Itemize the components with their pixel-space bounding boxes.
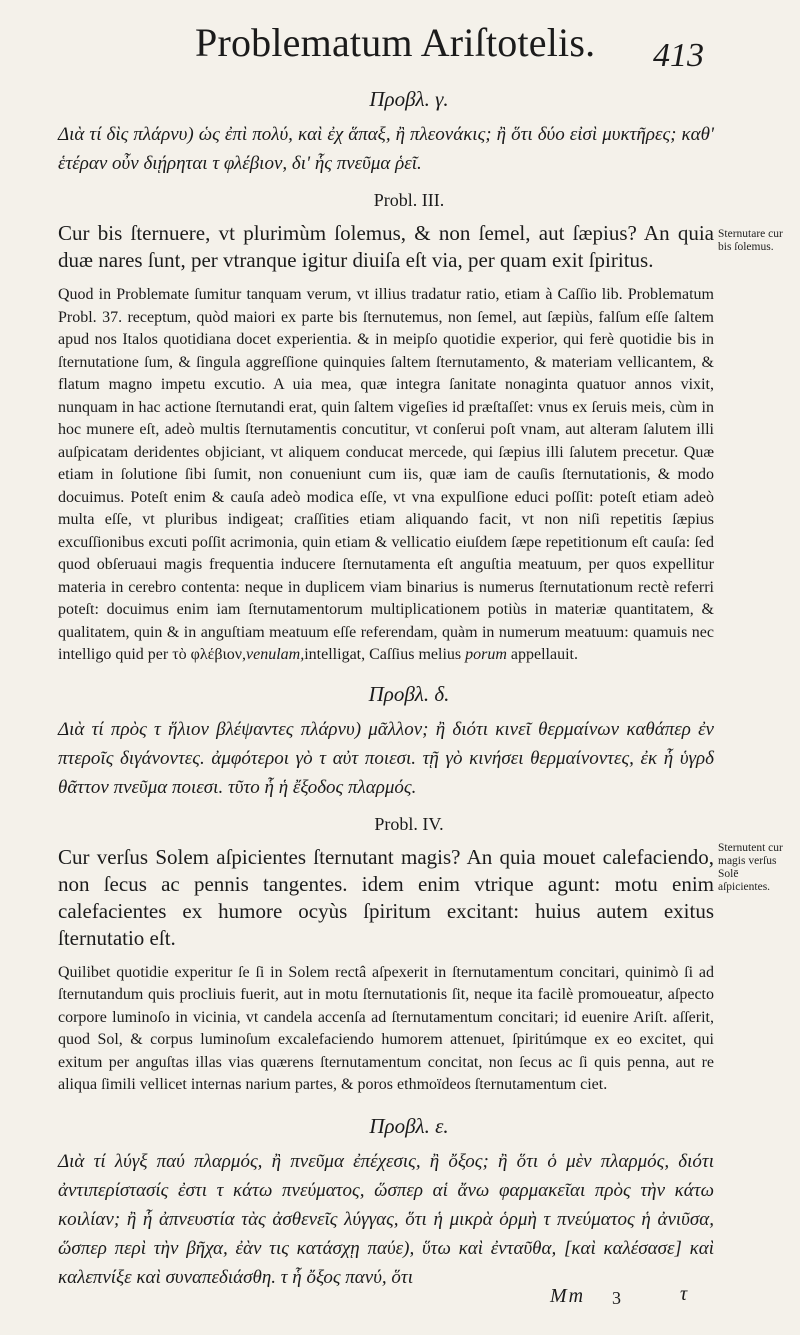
commentary-3-body: Quod in Problemate ſumitur tanquam verum, vt illius tradatur ratio, etiam à Caſſio lib. Problematum Probl. 37. receptum, quòd maiori ex parte bis ſternutemus, non ſemel, aut ſæpiùs, falſum eſſe ſaltem apud nos Italos quotidiana docet experientia. & in meipſo quotidie experior, qui ferè quotidie bis in ſternutatione ſum, & ſingula aggreſſione quinquies ſaltem ſternutamento, & materiam vellicantem, & flatum magno impetu excutio. A uia mea, quæ integra ſanitate nonaginta quatuor annos vixit, nunquam in hac actione ſternutandi erat, quin ſaltem vigeſies id præſtaſſet: vnus ex ſeruis meis, cùm in hoc munere eſt, adeò multis ſternutamentis concutitur, vt conſerui poſt vnam, aut alteram ſalutem illi auſpicatam deridentes objiciant, vt aliquem conducat mercede, qui ſæpius illi ſalutem precetur. Quæ etiam in ſolutione ſibi ſumit, non conueniunt cum iis, quæ iam de cauſis ſternutationis, & modo docuimus. Poteſt enim & cauſa adeò modica eſſe, vt vna expulſione educi poſſit: poteſt etiam adeò multa eſſe, vt pluribus indigeat; craſſities etiam aliquando facit, vt non niſi repetitis ſæpius excuſſionibus excuti poſſit acrimonia, quin etiam & vellicatio eiuſdem ſæpe repetitionum eſt cauſa: ſed quod obſeruaui magis frequentia inducere ſternutamenta eſt anguſtia meatuum, per quos expellitur materia in cerebro contenta: neque in duplicem viam binarius is numerus ſternutationum rectè referri poteſt: docuimus enim iam ſternutamentorum multiplicationem potiùs in materiæ quantitatem, & qualitatem, quin & in anguſtiam meatuum eſſe referendam, quàm in numerum meatuum: quamuis nec intelligo quid per: [58, 286, 714, 663]
margin-note-sternutent: Sternutent cur magis verſus Solē aſpicientes.: [718, 842, 783, 893]
commentary-3-italic-venulam: venulam,: [246, 646, 305, 663]
greek-problem-text-3: Διὰ τί δὶς πλάρνυ) ὡς ἐπὶ πολύ, καὶ ἐχ ἅπαξ, ἢ πλεονάκις; ἢ ὅτι δύο εἰσὶ μυκτῆρες; καθ' ἑτέραν οὖν διῄρηται τ φλέβιον, δι' ἧς πνεῦμα ῥεῖ.: [58, 124, 714, 174]
page-number: 413: [653, 37, 704, 74]
commentary-3-greek: τὸ φλέβιον,: [172, 646, 247, 663]
latin-problem-text-4: Cur verſus Solem aſpicientes ſternutant magis? An quia mouet calefaciendo, non ſecus ac pennis tangentes. idem enim vtrique agunt: motu enim calefacientes ex humore ocyùs ſpiritum excitant: huius autem exitus ſternutatio eſt.: [58, 844, 714, 950]
latin-problem-text-3: Cur bis ſternuere, vt plurimùm ſolemus, & non ſemel, aut ſæpius? An quia duæ nares ſunt, per vtranque igitur diuiſa eſt via, per quam exit ſpiritus.: [58, 221, 714, 272]
commentary-3-end: appellauit.: [510, 646, 578, 663]
latin-problem-heading-4: Probl. IV.: [374, 813, 444, 834]
commentary-4: Quilibet quotidie experitur ſe ſi in Solem rectâ aſpexerit in ſternutamentum concitari, quinimò ſi ad ſternutandum quis procliuis fuerit, aut in motu ſternutationis ſit, neque ita facilè promoueatur, aſpecto corpore luminoſo in vicinia, vt candela accenſa ad ſternutamentum concitari; id euenire Ariſt. aſſerit, quod Sol, & corpus luminoſum excalefaciendo humorem attenuet, ſpiritúmque ex eo excitet, qui exitum per anguſtas illas vias quærens ſternutamentum concitat, non ſecus ac ſi quis penna, aut re aliqua ſimili vellicet internas narium partes, & poros ethmoïdeos ſternutamentum ciet.: [58, 963, 714, 1093]
running-head: Problematum Ariſtotelis.: [195, 20, 596, 65]
latin-problem-heading-3: Probl. III.: [373, 190, 445, 210]
commentary-3-mid: intelligat, Caſſius melius: [304, 646, 462, 663]
commentary-3: [58, 284, 714, 667]
greek-problem-heading-5: Πρoβλ. ε.: [369, 1113, 449, 1138]
greek-problem-heading-3: Πρoβλ. γ.: [369, 87, 449, 111]
signature-mark: Mm: [550, 1285, 586, 1307]
greek-problem-text-5: Διὰ τί λύγξ παύ πλαρμός, ἢ πνεῦμα ἐπέχεσις, ἢ ὄξος; ἢ ὅτι ὁ μὲν πλαρμός, διότι ἀντιπερίστασίς ἐστι τ κάτω πνεύματος, ὥσπερ αἱ ἄνω φαρμακεῖαι πρὸς τὴν κάτω κοιλίαν; ἢ ἧ ἀπνευστία τὰς ἀσθενεῖς λύγγας, ὅτι ἡ μικρὰ ὁρμὴ τ πνεύματος ἡ ἀνιῦσα, ὥσπερ περὶ τὴν βῆχα, ἐὰν τις κατάσχῃ παύε), ὕτω καὶ ἐνταῦθα, [καὶ καλέσασε] καὶ καλεπνίξε καὶ συναπεδιάσθη. τ ἧ ὄξος πανύ, ὅτι: [58, 1150, 714, 1288]
main-text-column: [58, 78, 714, 1292]
catchword: τ: [680, 1283, 688, 1305]
greek-problem-text-4: Διὰ τί πρὸς τ ἥλιον βλέψαντες πλάρνυ) μᾶλλον; ἢ διότι κινεῖ θερμαίνων καθάπερ ἐν πτεροῖς διγάνοντες. ἀμφότεροι γὸ τ αὐτ ποιεσι. τῇ γὸ κινήσει θερμαίνοντες, ἐκ ἧ ὑγρδ θᾶττον πνεῦμα ποιεσι. τῦτο ἧ ἡ ἔξοδος πλαρμός.: [58, 718, 714, 798]
signature-number: 3: [612, 1288, 621, 1308]
commentary-3-italic-porum: porum: [465, 646, 507, 663]
margin-note-sternutare: Sternutare cur bis ſolemus.: [718, 228, 783, 253]
greek-problem-heading-4: Πρoβλ. δ.: [368, 681, 450, 706]
